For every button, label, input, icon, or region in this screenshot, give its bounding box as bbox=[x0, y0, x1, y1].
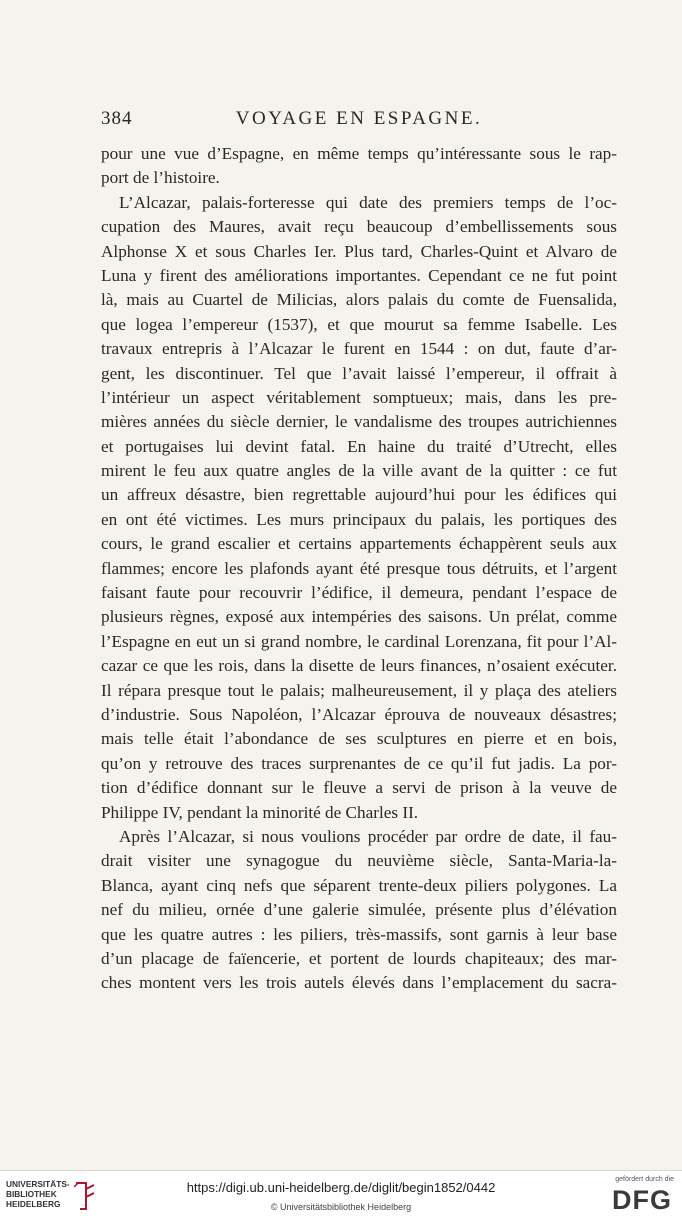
text-line: nef du milieu, ornée d’une galerie simulée, présente plus d’élévation bbox=[101, 900, 617, 920]
text-line: là, mais au Cuartel de Milicias, alors palais du comte de Fuensalida, bbox=[101, 290, 617, 310]
text-line: cours, le grand escalier et certains appartements échappèrent seuls aux bbox=[101, 534, 617, 554]
text-line: qu’on y retrouve des traces surprenantes de ce qu’il fut jadis. La por- bbox=[101, 753, 617, 773]
text-line: flammes; encore les plafonds ayant été presque tous détruits, et l’argent bbox=[101, 558, 617, 578]
text-line: mirent le feu aux quatre angles de la ville avant de la quitter : ce fut bbox=[101, 461, 617, 481]
dfg-badge[interactable] bbox=[594, 1176, 674, 1216]
text-line: cupation des Maures, avait reçu beaucoup d’embellissements sous bbox=[101, 217, 617, 237]
viewer-footer bbox=[0, 1170, 682, 1220]
text-line: que logea l’empereur (1537), et que mourut sa femme Isabelle. Les bbox=[101, 314, 617, 334]
page-number: 384 bbox=[101, 108, 133, 129]
text-line: l’intérieur un aspect véritablement somptueux; mais, dans les pre- bbox=[101, 387, 617, 407]
text-line: Philippe IV, pendant la minorité de Charles II. bbox=[101, 802, 419, 822]
text-line: tion d’édifice donnant sur le fleuve a servi de prison à la veuve de bbox=[101, 778, 617, 798]
dfg-logo: DFG bbox=[612, 1185, 672, 1215]
text-line: travaux entrepris à l’Alcazar le furent en 1544 : on dut, faute d’ar- bbox=[101, 339, 617, 359]
text-line: que les quatre autres : les piliers, très-massifs, sont garnis à leur base bbox=[101, 924, 617, 944]
text-line: l’Espagne en eut un si grand nombre, le cardinal Lorenzana, fit pour l’Al- bbox=[101, 631, 617, 651]
text-line: Il répara presque tout le palais; malheureusement, il y plaça des ateliers bbox=[101, 680, 617, 700]
running-title: VOYAGE EN ESPAGNE. bbox=[235, 108, 483, 129]
funder-caption: gefördert durch die bbox=[615, 1176, 674, 1183]
body-text bbox=[101, 142, 617, 996]
text-line: d’un placage de faïencerie, et portent de lourds chapiteaux; des mar- bbox=[101, 948, 617, 968]
copyright-notice: © Universitätsbibliothek Heidelberg bbox=[270, 1202, 412, 1212]
text-line: cazar ce que les rois, dans la disette de leurs finances, n’osaient exécuter. bbox=[101, 656, 617, 676]
text-line: faisant faute pour recouvrir l’édifice, il demeura, pendant l’espace de bbox=[101, 583, 617, 603]
text-line: L’Alcazar, palais-forteresse qui date des premiers temps de l’oc- bbox=[119, 192, 617, 212]
text-line: drait visiter une synagogue du neuvième siècle, Santa-Maria-la- bbox=[101, 851, 617, 871]
text-line: port de l’histoire. bbox=[101, 168, 220, 188]
citation-link[interactable]: https://digi.ub.uni-heidelberg.de/diglit/begin1852/0442 bbox=[186, 1180, 496, 1195]
page-header bbox=[101, 108, 617, 132]
text-line: gent, les discontinuer. Tel que l’avait laissé l’empereur, il offrait à bbox=[101, 363, 617, 383]
text-line: Alphonse X et sous Charles Ier. Plus tard, Charles-Quint et Alvaro de bbox=[101, 241, 617, 261]
text-line: plusieurs règnes, exposé aux intempéries des saisons. Un prélat, comme bbox=[101, 607, 617, 627]
text-line: Luna y firent des améliorations importantes. Cependant ce ne fut point bbox=[101, 265, 617, 285]
text-line: et portugaises lui devint fatal. En haine du traité d’Utrecht, elles bbox=[101, 436, 617, 456]
text-line: un affreux désastre, bien regrettable aujourd’hui pour les édifices qui bbox=[101, 485, 617, 505]
text-line: mais telle était l’abondance de ses sculptures en pierre et en bois, bbox=[101, 729, 617, 749]
text-line: d’industrie. Sous Napoléon, l’Alcazar éprouva de nouveaux désastres; bbox=[101, 704, 617, 724]
text-line: mières années du siècle dernier, le vandalisme des troupes autrichiennes bbox=[101, 412, 617, 432]
text-line: Blanca, ayant cinq nefs que séparent trente-deux piliers polygones. La bbox=[101, 875, 617, 895]
text-line: ches montent vers les trois autels élevés dans l’emplacement du sacra- bbox=[101, 973, 617, 993]
text-line: en ont été victimes. Les murs principaux du palais, les portiques des bbox=[101, 509, 617, 529]
text-line: pour une vue d’Espagne, en même temps qu’intéressante sous le rap- bbox=[101, 144, 617, 163]
library-name: UNIVERSITÄTS- BIBLIOTHEK HEIDELBERG bbox=[6, 1179, 70, 1209]
text-line: Après l’Alcazar, si nous voulions procéder par ordre de date, il fau- bbox=[119, 826, 617, 846]
